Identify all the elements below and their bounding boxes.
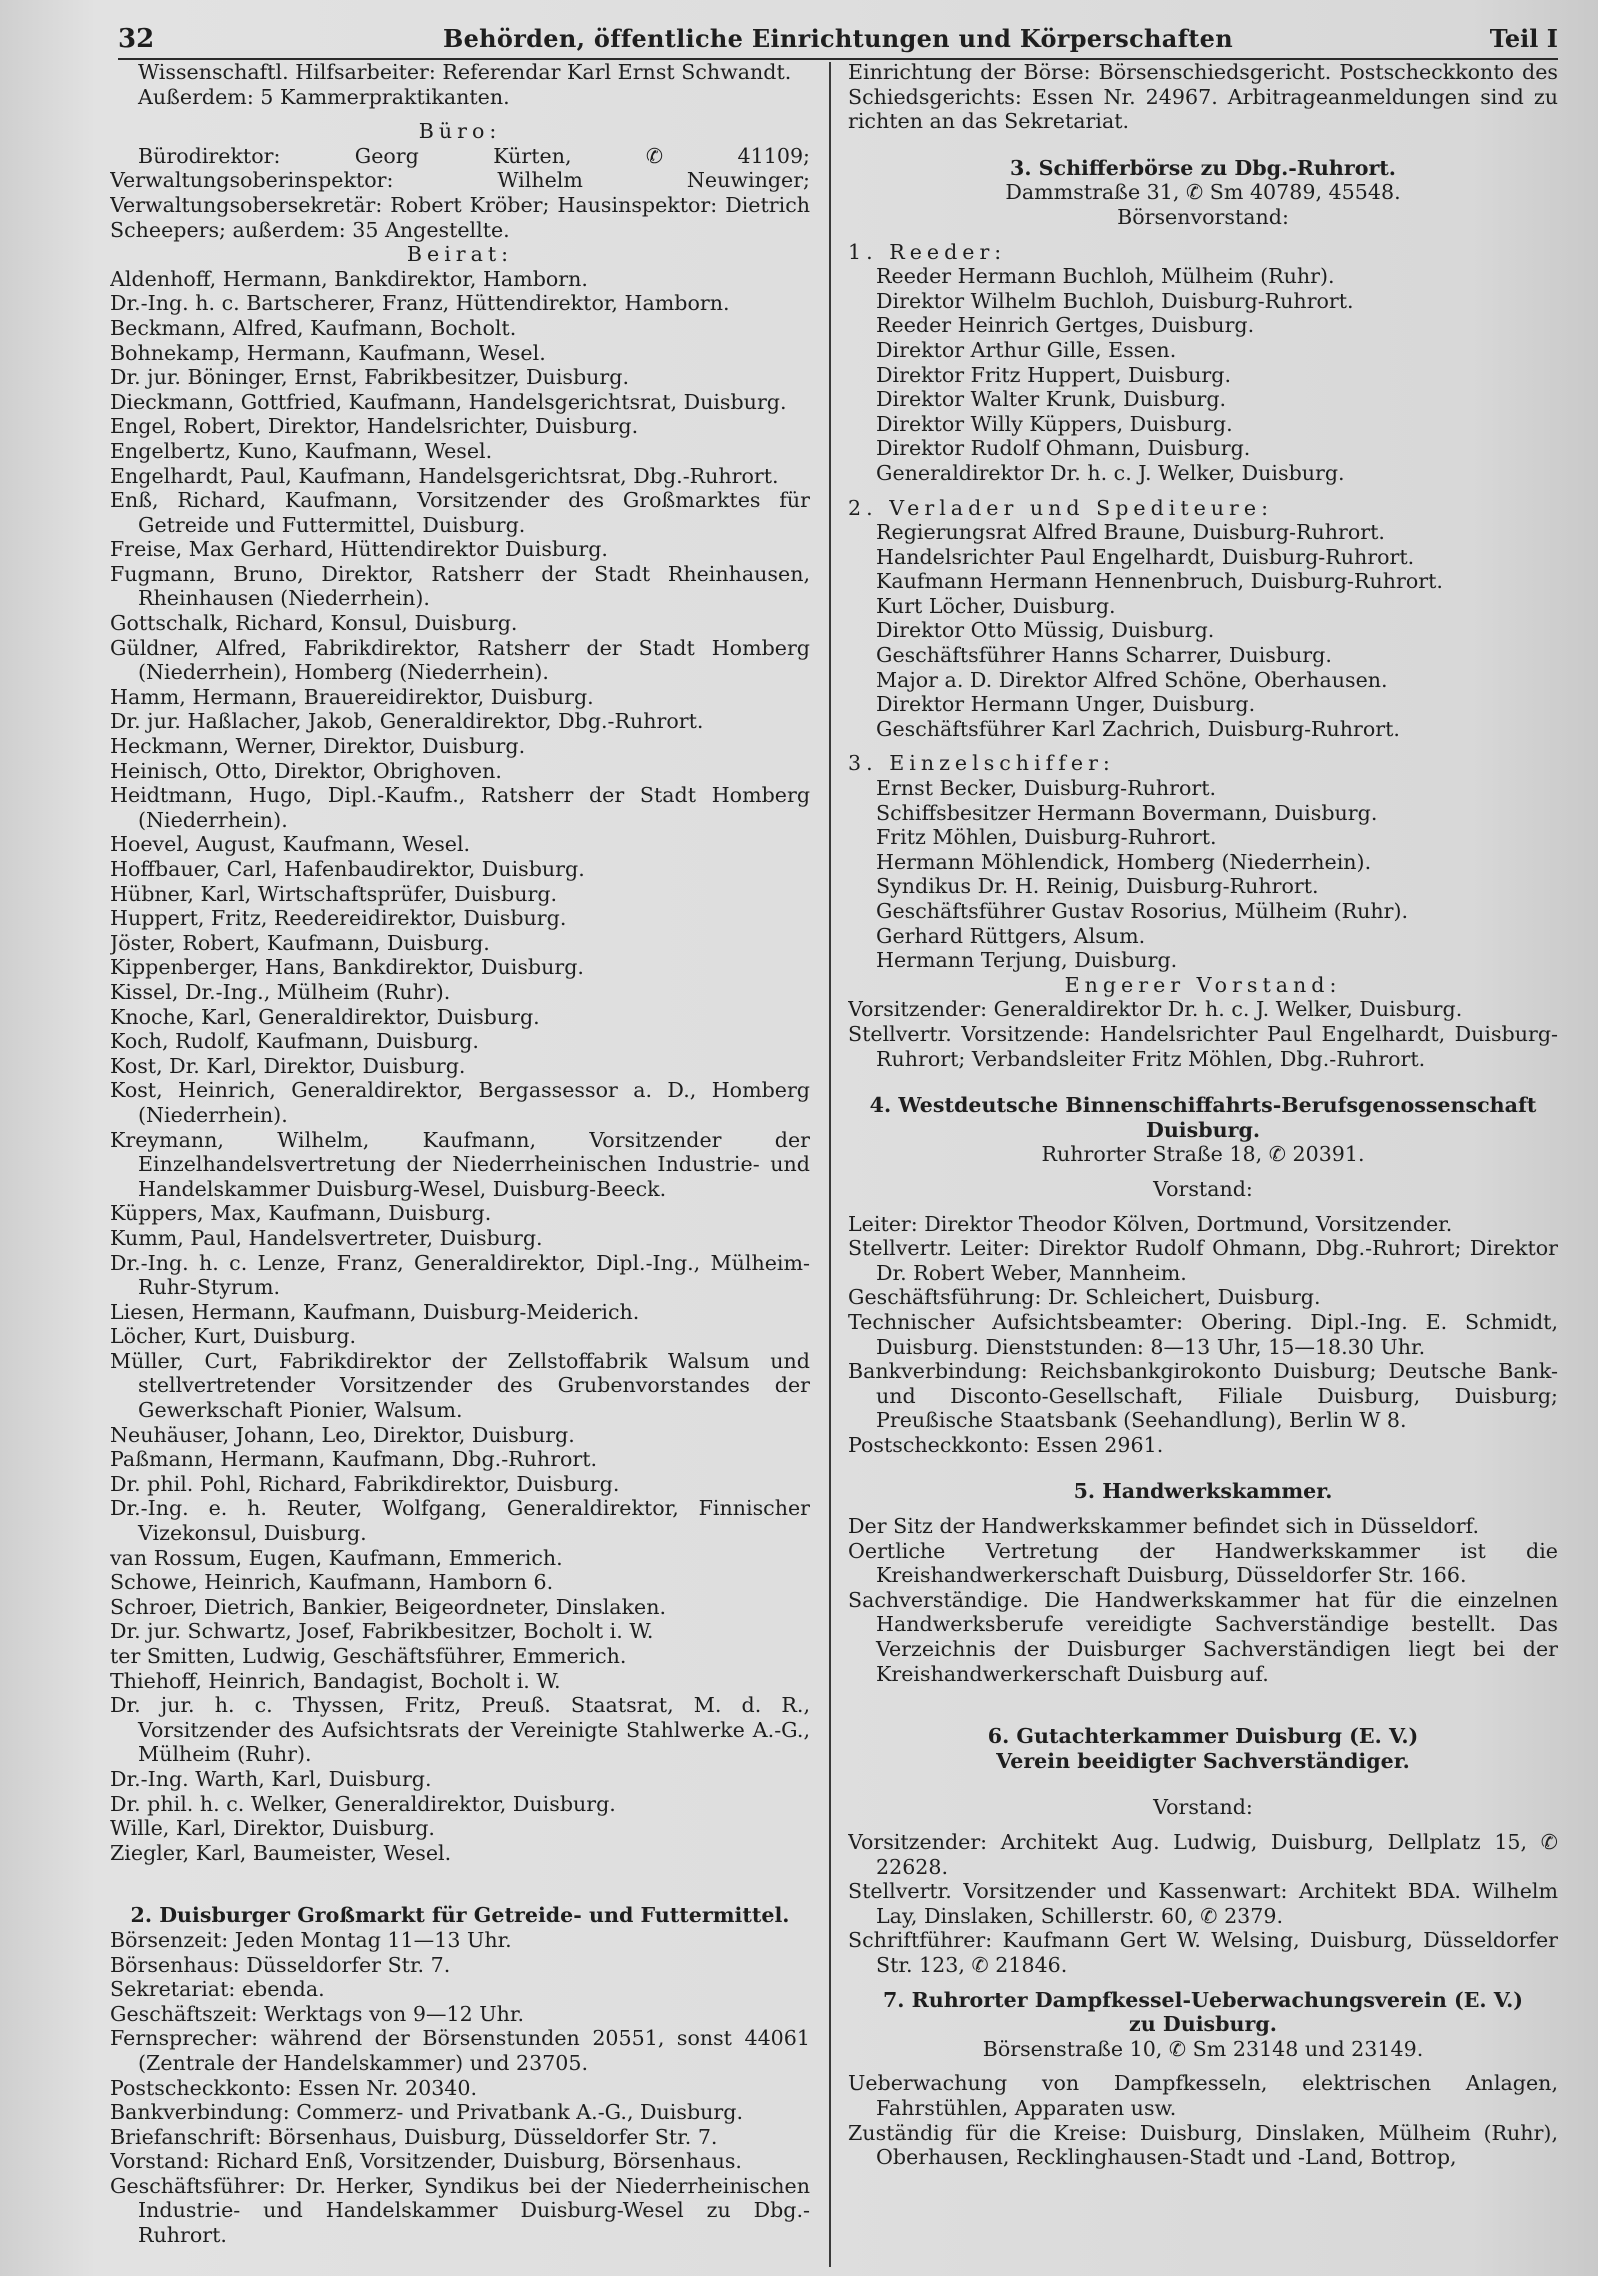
beirat-entry: Engelbertz, Kuno, Kaufmann, Wesel. [110,438,493,463]
beirat-entry: Dr. phil. Pohl, Richard, Fabrikdirektor, Duisburg. [110,1471,620,1496]
einzelschiffer-entry: Fritz Möhlen, Duisburg-Ruhrort. [876,825,1217,850]
grossmarkt-line: Sekretariat: ebenda. [110,1977,325,2002]
buero-text: Bürodirektor: Georg Kürten, ✆ 41109; Verwaltungsoberinspektor: Wilhelm Neuwinger; Verwaltungsobersekretär: Robert Kröber; Hausinspektor: Dietrich Scheepers; außerdem: 35 Angestellte. [110,143,810,242]
beirat-entry: Beckmann, Alfred, Kaufmann, Bocholt. [110,315,517,340]
einzelschiffer-entry: Gerhard Rüttgers, Alsum. [876,923,1146,948]
beirat-entry: Dr.-Ing. h. c. Bartscherer, Franz, Hüttendirektor, Hamborn. [110,291,730,316]
grossmarkt-line: Fernsprecher: während der Börsenstunden 20551, sonst 44061 (Zentrale der Handelskammer) und 23705. [110,2026,810,2075]
page-number: 32 [118,24,155,54]
beirat-entry: Kissel, Dr.-Ing., Mülheim (Ruhr). [110,979,451,1004]
beirat-entry: Löcher, Kurt, Duisburg. [110,1324,357,1349]
dampfkessel-line: Ueberwachung von Dampfkesseln, elektrischen Anlagen, Fahrstühlen, Apparaten usw. [848,2071,1558,2120]
berufsgenossenschaft-line: Postscheckkonto: Essen 2961. [848,1432,1164,1457]
grossmarkt-line: Börsenhaus: Düsseldorfer Str. 7. [110,1952,451,1977]
beirat-entry: Schowe, Heinrich, Kaufmann, Hamborn 6. [110,1570,554,1595]
reeder-list [848,264,1558,485]
handwerkskammer-heading: 5. Handwerkskammer. [1073,1479,1333,1504]
beirat-entry: Hamm, Hermann, Brauereidirektor, Duisburg. [110,684,594,709]
einzelschiffer-entry: Syndikus Dr. H. Reinig, Duisburg-Ruhrort. [876,874,1319,899]
reeder-entry: Direktor Wilhelm Buchloh, Duisburg-Ruhrort. [876,288,1354,313]
berufsgenossenschaft-list [848,1212,1558,1458]
dampfkessel-line: Zuständig für die Kreise: Duisburg, Dinslaken, Mülheim (Ruhr), Oberhausen, Recklinghausen-Stadt und -Land, Bottrop, [848,2120,1558,2170]
grossmarkt-line: Geschäftsführer: Dr. Herker, Syndikus bei der Niederrheinischen Industrie- und Handelskammer Duisburg-Wesel zu Dbg.-Ruhrort. [110,2173,810,2248]
intro-line: Wissenschaftl. Hilfsarbeiter: Referendar Karl Ernst Schwandt. [138,60,792,84]
reeder-entry: Direktor Fritz Huppert, Duisburg. [876,362,1232,387]
part-label: Teil I [1489,24,1558,53]
grossmarkt-line: Börsenzeit: Jeden Montag 11—13 Uhr. [110,1927,512,1952]
beirat-entry: Neuhäuser, Johann, Leo, Direktor, Duisburg. [110,1422,575,1447]
berufsgenossenschaft-line: Bankverbindung: Reichsbankgirokonto Duisburg; Deutsche Bank- und Disconto-Gesellschaft, Filiale Duisburg, Duisburg; Preußische Staatsbank (Seehandlung), Berlin W 8. [848,1359,1558,1433]
einzelschiffer-list [848,776,1558,973]
buero-heading: Büro: [418,119,502,144]
beirat-entry: van Rossum, Eugen, Kaufmann, Emmerich. [110,1545,563,1570]
reeder-entry: Direktor Rudolf Ohmann, Duisburg. [876,436,1251,461]
beirat-entry: Bohnekamp, Hermann, Kaufmann, Wesel. [110,340,546,365]
grossmarkt-line: Postscheckkonto: Essen Nr. 20340. [110,2075,478,2100]
boerse-continued-text: Einrichtung der Börse: Börsenschiedsgericht. Postscheckkonto des Schiedsgerichts: Essen Nr. 24967. Arbitrageanmeldungen sind zu richten an das Sekretariat. [848,60,1558,134]
verlader-entry: Handelsrichter Paul Engelhardt, Duisburg-Ruhrort. [876,544,1415,569]
verlader-entry: Regierungsrat Alfred Braune, Duisburg-Ruhrort. [876,520,1385,545]
column-divider [829,62,831,2267]
running-title: Behörden, öffentliche Einrichtungen und Körperschaften [443,24,1233,53]
reeder-entry: Reeder Hermann Buchloh, Mülheim (Ruhr). [876,264,1335,289]
right-column [848,60,1558,2270]
grossmarkt-list [110,1928,810,2248]
engerer-line: Vorsitzender: Generaldirektor Dr. h. c. J. Welker, Duisburg. [848,997,1463,1022]
grossmarkt-heading: 2. Duisburger Großmarkt für Getreide- und Futtermittel. [130,1903,790,1928]
beirat-entry: Güldner, Alfred, Fabrikdirektor, Ratsherr der Stadt Homberg (Niederrhein), Homberg (Niederrhein). [110,635,810,685]
beirat-entry: Aldenhoff, Hermann, Bankdirektor, Hamborn. [110,266,588,291]
beirat-entry: Kippenberger, Hans, Bankdirektor, Duisburg. [110,955,584,980]
dampfkessel-heading: 7. Ruhrorter Dampfkessel-Ueberwachungsverein (E. V.) [882,1987,1524,2012]
beirat-entry: Huppert, Fritz, Reedereidirektor, Duisburg. [110,906,567,931]
beirat-entry: Heinisch, Otto, Direktor, Obrighoven. [110,758,502,783]
berufsgenossenschaft-board-label: Vorstand: [1153,1176,1253,1201]
beirat-entry: Dr. jur. Schwartz, Josef, Fabrikbesitzer, Bocholt i. W. [110,1619,654,1644]
gutachterkammer-line: Schriftführer: Kaufmann Gert W. Welsing, Duisburg, Düsseldorfer Str. 123, ✆ 21846. [848,1928,1558,1977]
beirat-entry: Enß, Richard, Kaufmann, Vorsitzender des Großmarktes für Getreide und Futtermittel, Duisburg. [110,488,810,537]
schifferboerse-heading: 3. Schifferbörse zu Dbg.-Ruhrort. [1010,155,1396,180]
engerer-line: Stellvertr. Vorsitzende: Handelsrichter Paul Engelhardt, Duisburg-Ruhrort; Verbandsleiter Fritz Möhlen, Dbg.-Ruhrort. [848,1021,1558,1071]
grossmarkt-line: Bankverbindung: Commerz- und Privatbank A.-G., Duisburg. [110,2100,743,2125]
beirat-entry: Küppers, Max, Kaufmann, Duisburg. [110,1201,492,1226]
beirat-entry: Freise, Max Gerhard, Hüttendirektor Duisburg. [110,537,608,562]
reeder-entry: Direktor Walter Krunk, Duisburg. [876,387,1227,412]
berufsgenossenschaft-line: Leiter: Direktor Theodor Kölven, Dortmund, Vorsitzender. [848,1211,1453,1236]
beirat-entry: Knoche, Karl, Generaldirektor, Duisburg. [110,1004,540,1029]
beirat-entry: Engelhardt, Paul, Kaufmann, Handelsgerichtsrat, Dbg.-Ruhrort. [110,463,779,488]
beirat-entry: Dr.-Ing. e. h. Reuter, Wolfgang, Generaldirektor, Finnischer Vizekonsul, Duisburg. [110,1496,810,1546]
page-header [118,20,1558,60]
gutachterkammer-line: Stellvertr. Vorsitzender und Kassenwart: Architekt BDA. Wilhelm Lay, Dinslaken, Schillerstr. 60, ✆ 2379. [848,1879,1558,1928]
berufsgenossenschaft-line: Stellvertr. Leiter: Direktor Rudolf Ohmann, Dbg.-Ruhrort; Direktor Dr. Robert Weber, Mannheim. [848,1236,1558,1285]
beirat-entry: Kost, Dr. Karl, Direktor, Duisburg. [110,1053,466,1078]
handwerkskammer-line: Oertliche Vertretung der Handwerkskammer ist die Kreishandwerkerschaft Duisburg, Düsseldorfer Str. 166. [848,1538,1558,1588]
dampfkessel-subheading: zu Duisburg. [1129,2012,1277,2037]
reeder-entry: Generaldirektor Dr. h. c. J. Welker, Duisburg. [876,460,1345,485]
beirat-entry: Kumm, Paul, Handelsvertreter, Duisburg. [110,1225,543,1250]
beirat-entry: Fugmann, Bruno, Direktor, Ratsherr der Stadt Rheinhausen, Rheinhausen (Niederrhein). [110,561,810,611]
schifferboerse-board-label: Börsenvorstand: [1117,204,1289,229]
schifferboerse-address: Dammstraße 31, ✆ Sm 40789, 45548. [1005,180,1401,205]
beirat-entry: Schroer, Dietrich, Bankier, Beigeordneter, Dinslaken. [110,1594,667,1619]
verlader-entry: Direktor Hermann Unger, Duisburg. [876,692,1256,717]
handwerkskammer-list [848,1514,1558,1686]
dampfkessel-address: Börsenstraße 10, ✆ Sm 23148 und 23149. [982,2036,1424,2061]
beirat-entry: Heidtmann, Hugo, Dipl.-Kaufm., Ratsherr der Stadt Homberg (Niederrhein). [110,783,810,832]
beirat-entry: Jöster, Robert, Kaufmann, Duisburg. [110,930,490,955]
beirat-entry: Ziegler, Karl, Baumeister, Wesel. [110,1840,452,1865]
gutachterkammer-board-label: Vorstand: [1153,1795,1253,1820]
reeder-entry: Reeder Heinrich Gertges, Duisburg. [876,313,1255,338]
berufsgenossenschaft-heading: 4. Westdeutsche Binnenschiffahrts-Berufsgenossenschaft Duisburg. [869,1093,1537,1142]
beirat-entry: Dr. jur. h. c. Thyssen, Fritz, Preuß. Staatsrat, M. d. R., Vorsitzender des Aufsichtsrats der Vereinigte Stahlwerke A.-G., Mülheim (Ruhr). [110,1693,810,1767]
berufsgenossenschaft-line: Technischer Aufsichtsbeamter: Obering. Dipl.-Ing. E. Schmidt, Duisburg. Dienststunden: 8—13 Uhr, 15—18.30 Uhr. [848,1309,1558,1359]
grossmarkt-line: Geschäftszeit: Werktags von 9—12 Uhr. [110,2001,525,2026]
einzelschiffer-label: 3. Einzelschiffer: [848,751,1115,776]
berufsgenossenschaft-line: Geschäftsführung: Dr. Schleichert, Duisburg. [848,1285,1321,1310]
reeder-label: 1. Reeder: [848,239,1007,264]
beirat-entry: Thiehoff, Heinrich, Bandagist, Bocholt i. W. [110,1668,561,1693]
verlader-list [848,520,1558,741]
verlader-entry: Direktor Otto Müssig, Duisburg. [876,618,1215,643]
verlader-entry: Geschäftsführer Karl Zachrich, Duisburg-Ruhrort. [876,716,1400,741]
reeder-entry: Direktor Arthur Gille, Essen. [876,337,1177,362]
intro-line: Außerdem: 5 Kammerpraktikanten. [138,84,510,109]
beirat-entry: Paßmann, Hermann, Kaufmann, Dbg.-Ruhrort. [110,1447,598,1472]
gutachterkammer-line: Vorsitzender: Architekt Aug. Ludwig, Duisburg, Dellplatz 15, ✆ 22628. [848,1830,1558,1879]
beirat-entry: Hübner, Karl, Wirtschaftsprüfer, Duisburg. [110,881,558,906]
verlader-entry: Kaufmann Hermann Hennenbruch, Duisburg-Ruhrort. [876,569,1443,594]
beirat-entry: Dr.-Ing. h. c. Lenze, Franz, Generaldirektor, Dipl.-Ing., Mülheim-Ruhr-Styrum. [110,1250,810,1300]
beirat-entry: Hoffbauer, Carl, Hafenbaudirektor, Duisburg. [110,857,585,881]
grossmarkt-line: Vorstand: Richard Enß, Vorsitzender, Duisburg, Börsenhaus. [110,2149,742,2174]
beirat-entry: Hoevel, August, Kaufmann, Wesel. [110,832,471,857]
beirat-entry: Dr. jur. Böninger, Ernst, Fabrikbesitzer, Duisburg. [110,365,629,390]
einzelschiffer-entry: Hermann Möhlendick, Homberg (Niederrhein). [876,849,1372,874]
engerer-vorstand-heading: Engerer Vorstand: [1064,972,1342,997]
beirat-entry: Dr. phil. h. c. Welker, Generaldirektor, Duisburg. [110,1791,616,1816]
beirat-entry: Dieckmann, Gottfried, Kaufmann, Handelsgerichtsrat, Duisburg. [110,389,787,414]
einzelschiffer-entry: Geschäftsführer Gustav Rosorius, Mülheim (Ruhr). [876,899,1409,923]
gutachterkammer-heading: 6. Gutachterkammer Duisburg (E. V.) [987,1724,1419,1749]
grossmarkt-line: Briefanschrift: Börsenhaus, Duisburg, Düsseldorfer Str. 7. [110,2124,718,2149]
verlader-entry: Geschäftsführer Hanns Scharrer, Duisburg. [876,643,1332,668]
handwerkskammer-line: Sachverständige. Die Handwerkskammer hat für die einzelnen Handwerksberufe vereidigte Sachverständige bestellt. Das Verzeichnis der Duisburger Sachverständigen liegt bei der Kreishandwerkerschaft Duisburg auf. [848,1587,1558,1686]
beirat-entry: Liesen, Hermann, Kaufmann, Duisburg-Meiderich. [110,1299,640,1324]
beirat-entry: Koch, Rudolf, Kaufmann, Duisburg. [110,1029,479,1054]
verlader-entry: Major a. D. Direktor Alfred Schöne, Oberhausen. [876,667,1388,692]
berufsgenossenschaft-address: Ruhrorter Straße 18, ✆ 20391. [1041,1142,1365,1167]
beirat-entry: Gottschalk, Richard, Konsul, Duisburg. [110,611,518,636]
beirat-entry: Wille, Karl, Direktor, Duisburg. [110,1816,435,1841]
beirat-entry: Müller, Curt, Fabrikdirektor der Zellstoffabrik Walsum und stellvertretender Vorsitzender des Grubenvorstandes der Gewerkschaft Pionier, Walsum. [110,1348,810,1423]
beirat-entry: Dr.-Ing. Warth, Karl, Duisburg. [110,1766,432,1791]
einzelschiffer-entry: Hermann Terjung, Duisburg. [876,948,1178,973]
beirat-entry: ter Smitten, Ludwig, Geschäftsführer, Emmerich. [110,1644,627,1668]
beirat-entry: Dr. jur. Haßlacher, Jakob, Generaldirektor, Dbg.-Ruhrort. [110,709,704,734]
beirat-entry: Kost, Heinrich, Generaldirektor, Bergassessor a. D., Homberg (Niederrhein). [110,1078,810,1127]
beirat-list [110,267,810,1866]
verlader-label: 2. Verlader und Spediteure: [848,495,1274,520]
gutachterkammer-subheading: Verein beeidigter Sachverständiger. [996,1748,1410,1773]
beirat-heading: Beirat: [406,242,514,267]
einzelschiffer-entry: Ernst Becker, Duisburg-Ruhrort. [876,776,1217,801]
beirat-entry: Heckmann, Werner, Direktor, Duisburg. [110,734,526,759]
dampfkessel-list [848,2071,1558,2169]
verlader-entry: Kurt Löcher, Duisburg. [876,593,1116,618]
einzelschiffer-entry: Schiffsbesitzer Hermann Bovermann, Duisburg. [876,800,1378,825]
reeder-entry: Direktor Willy Küppers, Duisburg. [876,411,1233,436]
beirat-entry: Kreymann, Wilhelm, Kaufmann, Vorsitzender der Einzelhandelsvertretung der Niederrheinischen Industrie- und Handelskammer Duisburg-Wesel, Duisburg-Beeck. [110,1127,810,1201]
handwerkskammer-line: Der Sitz der Handwerkskammer befindet sich in Düsseldorf. [848,1514,1479,1539]
left-column [110,60,810,2270]
beirat-entry: Engel, Robert, Direktor, Handelsrichter, Duisburg. [110,414,639,439]
gutachterkammer-list [848,1830,1558,1978]
